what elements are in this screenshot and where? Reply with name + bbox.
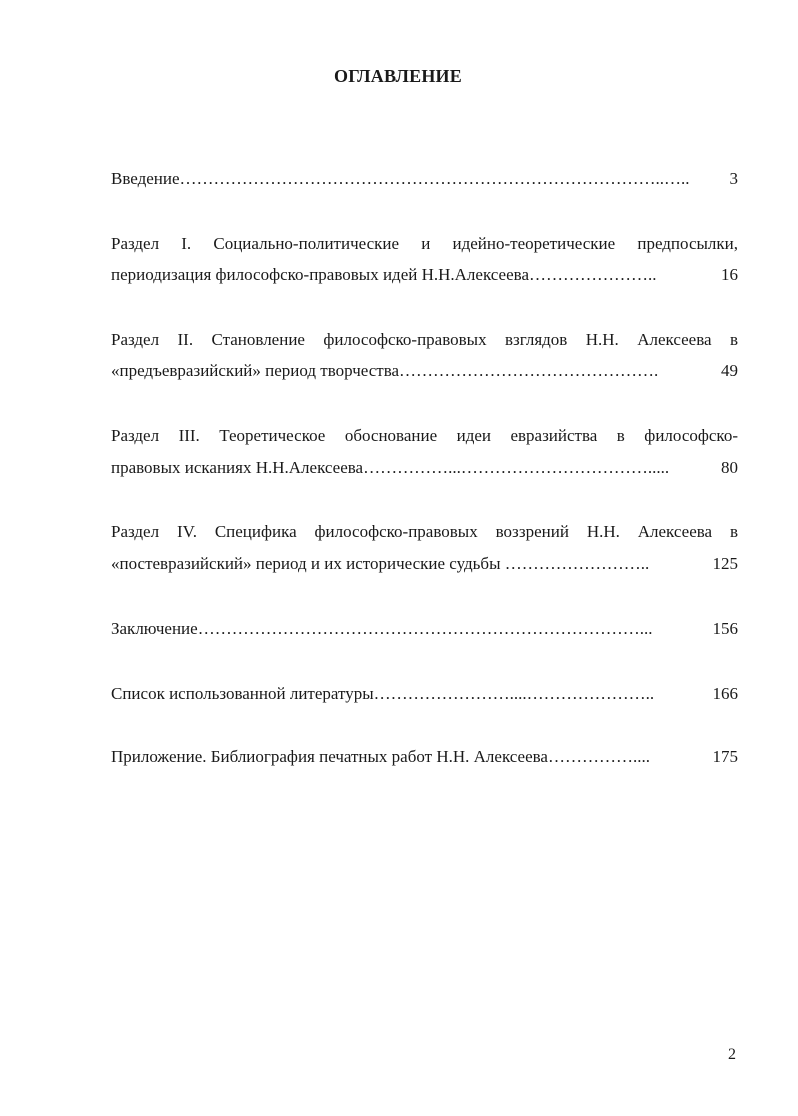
toc-entry-title: периодизация философско-правовых идей Н.Н.Алексеева — [111, 265, 529, 284]
toc-entry-appendix[interactable] — [111, 747, 738, 767]
toc-page-number: 80 — [721, 458, 738, 477]
toc-page-number: 16 — [721, 265, 738, 284]
toc-leader-dots: …………….... — [547, 747, 650, 766]
toc-entry-section-3[interactable] — [111, 426, 738, 446]
toc-entry-section-2[interactable] — [111, 330, 738, 350]
toc-leader-dots: …………………………………………………………………………..….. — [179, 169, 690, 188]
toc-page-number: 156 — [712, 619, 738, 638]
toc-entry-conclusion[interactable] — [111, 619, 738, 639]
toc-entry-title: Раздел III. Теоретическое обоснование идеи евразийства в философско- — [111, 426, 738, 445]
toc-entry-section-4[interactable] — [111, 522, 738, 542]
toc-page-number: 175 — [712, 747, 738, 766]
toc-entry-title: Введение — [111, 169, 180, 188]
toc-page-number: 49 — [721, 361, 738, 380]
toc-entry-section-3-cont[interactable] — [111, 458, 738, 478]
toc-leader-dots: ……………...……………………………..... — [363, 458, 670, 477]
toc-entry-introduction[interactable] — [111, 169, 738, 189]
toc-entry-title: Заключение — [111, 619, 198, 638]
toc-page-number: 3 — [729, 169, 738, 188]
toc-entry-title: правовых исканиях Н.Н.Алексеева — [111, 458, 364, 477]
toc-entry-bibliography[interactable] — [111, 684, 738, 704]
toc-entry-section-1[interactable] — [111, 234, 738, 254]
toc-entry-title: Раздел IV. Специфика философско-правовых воззрений Н.Н. Алексеева в — [111, 522, 738, 541]
toc-leader-dots: ………………….. — [529, 265, 657, 284]
toc-entry-section-2-cont[interactable] — [111, 361, 738, 381]
toc-page-number: 166 — [712, 684, 738, 703]
toc-leader-dots: ……………………………………………………………………... — [197, 619, 653, 638]
toc-entry-section-1-cont[interactable] — [111, 265, 738, 285]
toc-entry-title: «постевразийский» период и их исторические судьбы — [111, 554, 505, 573]
toc-entry-title: Приложение. Библиография печатных работ Н.Н. Алексеева — [111, 747, 548, 766]
toc-entry-title: Раздел II. Становление философско-правовых взглядов Н.Н. Алексеева в — [111, 330, 738, 349]
toc-entry-title: Раздел I. Социально-политические и идейно-теоретические предпосылки, — [111, 234, 738, 253]
toc-leader-dots: …………………….. — [504, 554, 650, 573]
page-title — [0, 66, 798, 87]
toc-leader-dots: ………………………………………. — [399, 361, 659, 380]
toc-leader-dots: ……………………....………………….. — [373, 684, 655, 703]
toc-page-number: 125 — [712, 554, 738, 573]
page-title-text: ОГЛАВЛЕНИЕ — [334, 66, 462, 86]
toc-entry-title: «предъевразийский» период творчества — [111, 361, 400, 380]
toc-entry-title: Список использованной литературы — [111, 684, 374, 703]
page-number: 2 — [728, 1046, 736, 1063]
toc-entry-section-4-cont[interactable] — [111, 554, 738, 574]
